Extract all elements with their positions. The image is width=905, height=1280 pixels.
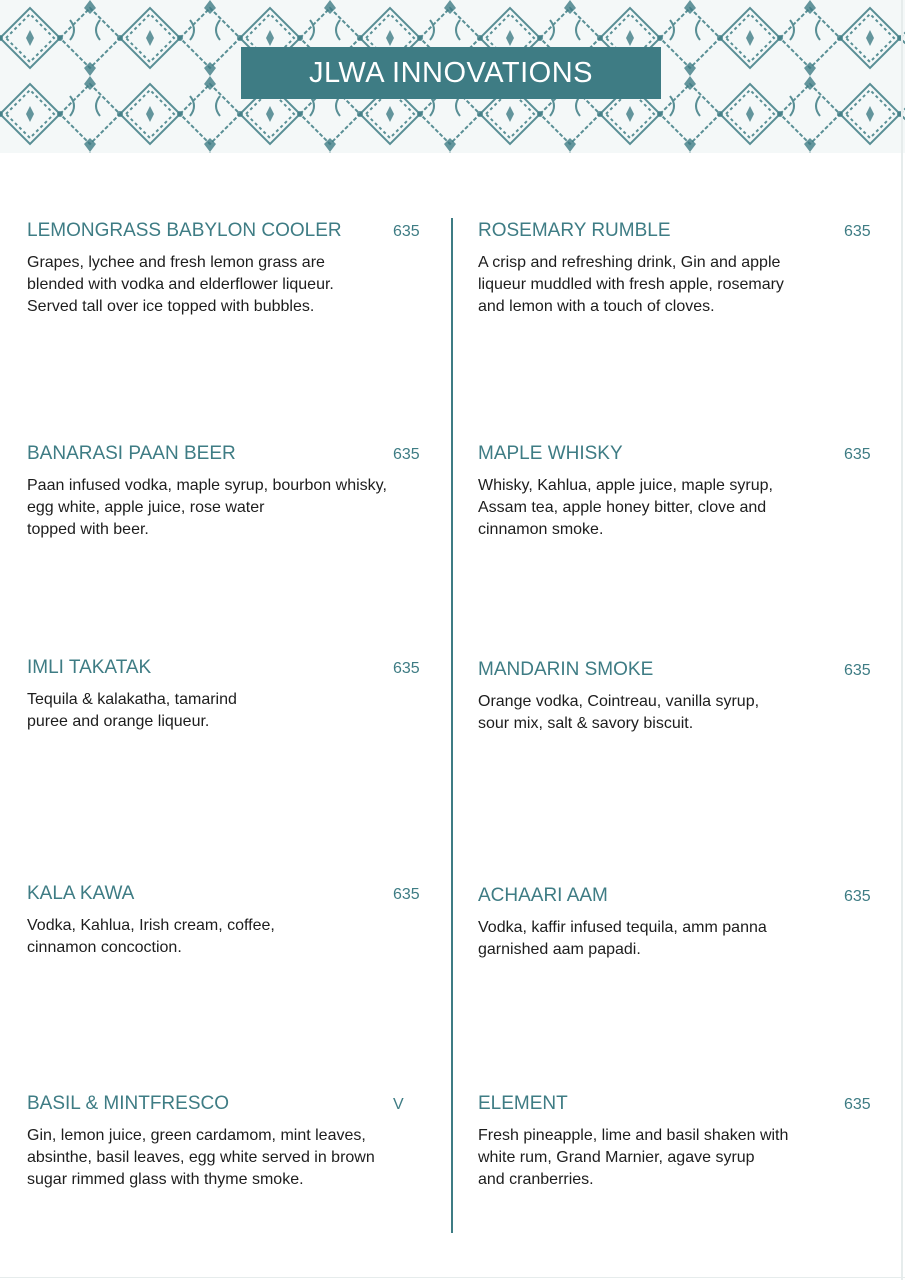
item-description: Tequila & kalakatha, tamarind puree and orange liqueur. [27,691,237,730]
item-description: Vodka, Kahlua, Irish cream, coffee, cinnamon concoction. [27,917,275,956]
menu-title: JLWA INNOVATIONS [308,56,594,89]
menu-item-banarasi-paan-beer [27,443,427,541]
item-price: V [393,1096,404,1113]
menu-item-achaari-aam [478,885,878,961]
item-name: ACHAARI AAM [478,885,608,906]
header-banner [0,0,905,153]
item-description: Orange vodka, Cointreau, vanilla syrup, sour mix, salt & savory biscuit. [478,693,760,732]
menu-title-box [241,47,661,99]
item-name: MAPLE WHISKY [478,443,623,464]
menu-item-imli-takatak [27,657,427,733]
menu-item-kala-kawa [27,883,427,959]
item-description: Vodka, kaffir infused tequila, amm panna garnished aam papadi. [478,919,767,958]
item-price: 635 [844,223,871,240]
page-edge-bottom [0,1277,905,1278]
item-description: Grapes, lychee and fresh lemon grass are blended with vodka and elderflower liqueur. Served tall over ice topped with bubbles. [27,254,334,315]
item-name: IMLI TAKATAK [27,657,152,678]
column-divider [451,218,453,1233]
item-description: A crisp and refreshing drink, Gin and apple liqueur muddled with fresh apple, rosemary and lemon with a touch of cloves. [478,254,784,315]
item-name: BANARASI PAAN BEER [27,443,236,464]
item-name: LEMONGRASS BABYLON COOLER [27,220,342,241]
item-price: 635 [393,446,420,463]
menu-item-mandarin-smoke [478,659,878,735]
item-price: 635 [393,223,420,240]
item-name: ELEMENT [478,1093,568,1114]
item-price: 635 [844,662,871,679]
item-name: KALA KAWA [27,883,135,904]
item-description: Whisky, Kahlua, apple juice, maple syrup, Assam tea, apple honey bitter, clove and cinnamon smoke. [478,477,773,538]
menu-item-basil-mintfresco [27,1093,427,1191]
menu-item-rosemary-rumble [478,220,878,318]
menu-item-element [478,1093,878,1191]
item-name: BASIL & MINTFRESCO [27,1093,229,1114]
item-price: 635 [844,446,871,463]
menu-item-maple-whisky [478,443,878,541]
item-name: MANDARIN SMOKE [478,659,654,680]
item-description: Fresh pineapple, lime and basil shaken with white rum, Grand Marnier, agave syrup and cranberries. [478,1127,789,1188]
item-name: ROSEMARY RUMBLE [478,220,671,241]
item-price: 635 [844,1096,871,1113]
item-price: 635 [844,888,871,905]
page-edge [901,0,903,1280]
item-description: Paan infused vodka, maple syrup, bourbon whisky, egg white, apple juice, rose water topped with beer. [27,477,387,538]
item-description: Gin, lemon juice, green cardamom, mint leaves, absinthe, basil leaves, egg white served in brown sugar rimmed glass with thyme smoke. [27,1127,375,1188]
item-price: 635 [393,886,420,903]
menu-item-lemongrass-babylon-cooler [27,220,427,318]
item-price: 635 [393,660,420,677]
